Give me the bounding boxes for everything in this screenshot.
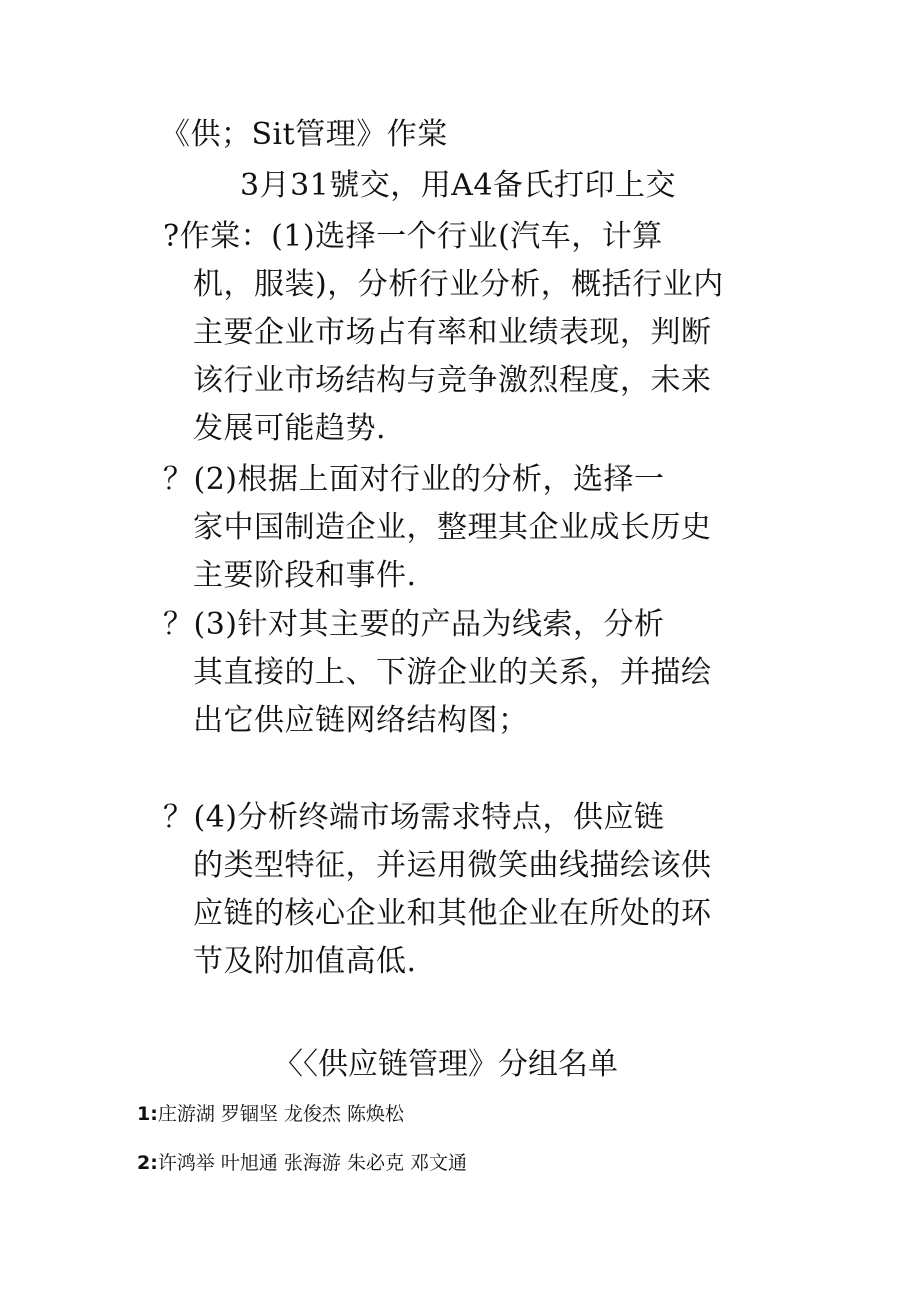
- task-1-line-1: ?作棠：(1)选择一个行业(汽车，计算: [163, 219, 663, 254]
- task-4-line-2: 的类型特征，并运用微笑曲线描绘该供: [193, 848, 712, 883]
- group-members: 庄游湖 罗锢坚 龙俊杰 陈焕松: [157, 1103, 404, 1125]
- task-3-line-3: 出它供应链网络结构图；: [193, 703, 529, 738]
- group-number: 2:: [137, 1152, 158, 1174]
- document-title: 《供；Sit管理》作棠: [160, 117, 448, 152]
- task-1-line-5: 发展可能趋势.: [193, 411, 387, 446]
- group-list-title: 〈〈供应链管理》分组名单: [273, 1047, 618, 1082]
- task-3-line-1: ？(3)针对其主要的产品为线索，分析: [163, 607, 665, 642]
- task-3-line-2: 其直接的上、下游企业的关系，并描绘: [193, 655, 712, 690]
- submission-note: 3月31號交，用A4备氏打印上交: [240, 168, 677, 203]
- task-1-line-3: 主要企业市场占有率和业绩表现，判断: [193, 315, 712, 350]
- task-4-line-3: 应链的核心企业和其他企业在所处的环: [193, 896, 712, 931]
- task-4-line-4: 节及附加值高低.: [193, 944, 417, 979]
- task-2-line-3: 主要阶段和事件.: [193, 558, 417, 593]
- group-members: 许鸿举 叶旭通 张海游 朱必克 邓文通: [157, 1152, 467, 1174]
- task-2-line-1: ？(2)根据上面对行业的分析，选择一: [163, 462, 665, 497]
- group-row: [137, 1101, 404, 1127]
- group-number: 1:: [137, 1103, 158, 1125]
- task-1-line-4: 该行业市场结构与竞争激烈程度，未来: [193, 363, 712, 398]
- task-1-line-2: 机，服装)，分析行业分析，概括行业内: [193, 267, 724, 302]
- task-4-line-1: ？(4)分析终端市场需求特点，供应链: [163, 800, 665, 835]
- task-2-line-2: 家中国制造企业，整理其企业成长历史: [193, 510, 712, 545]
- group-row: [137, 1150, 467, 1176]
